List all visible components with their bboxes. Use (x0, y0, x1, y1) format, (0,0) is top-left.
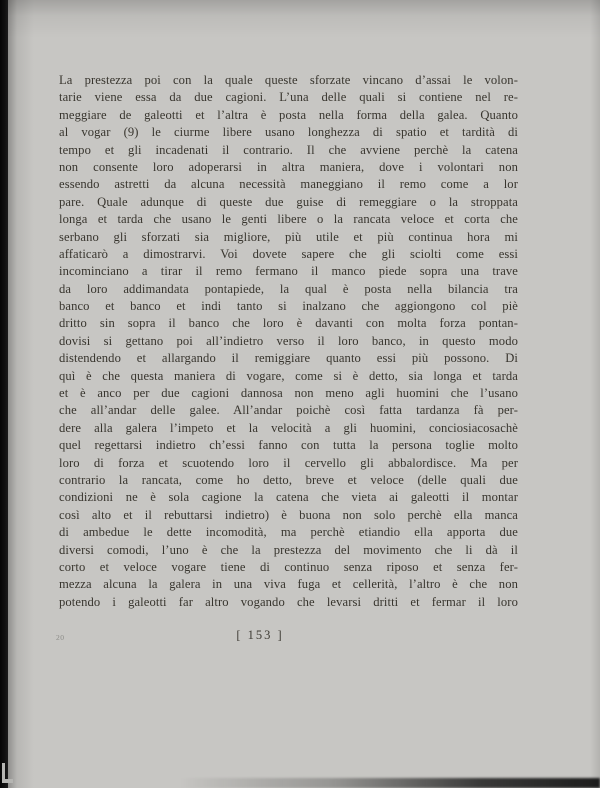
text-line: contrario la rancata, come ho detto, breve et veloce (delle quali due (59, 472, 518, 487)
text-line: dovisi si gettano poi all’indietro verso il loro banco, in questo modo (59, 333, 518, 348)
text-line: di ambedue le dette incomodità, ma perchè etiandio ella apporta due (59, 525, 518, 540)
text-line: dritto sin sopra il banco che loro è davanti con molta forza pontan- (59, 316, 518, 331)
text-line: loro di forza et scuotendo loro il cervello gli abbalordisce. Ma per (59, 455, 518, 470)
text-line: condizioni ne è sola cagione la catena che vieta ai galeotti il montar (59, 490, 518, 505)
scan-shadow-bottom (0, 778, 600, 788)
text-line: corto et veloce vogare tiene di continuo senza riposo et senza fer- (59, 559, 518, 574)
scan-edge-left (0, 0, 8, 788)
text-line: banco et banco et indi tanto si inalzano che aggiongono col piè (59, 299, 518, 314)
text-line: tempo et gli incadenati il contrario. Il che avviene perchè la catena (59, 142, 518, 157)
signature-mark: 20 (56, 633, 65, 642)
text-line: tarie viene essa da due cagioni. L’una delle quali si contiene nel re- (59, 90, 518, 105)
text-line: dere alla galera l’impeto et la velocità a gli huomini, conciosiacosachè (59, 420, 518, 435)
text-line: incominciano a tirar il remo fermano il manco piede sopra una trave (59, 264, 518, 279)
text-line: che all’andar delle galee. All’andar poichè così fatta tardanza fà per- (59, 403, 518, 418)
text-line: quì è che questa maniera di vogare, come si è detto, sia longa et tarda (59, 368, 518, 383)
text-line: pare. Quale adunque di queste due guise di remeggiare o la stroppata (59, 194, 518, 209)
text-line: distendendo et allargando il remiggiare quanto essi più possono. Di (59, 351, 518, 366)
text-line: et è anco per due cagioni dannosa non meno agli huomini che l’usano (59, 386, 518, 401)
scan-artifact (2, 779, 13, 783)
text-line: non consente loro adoperarsi in altra maniera, dove i volontari non (59, 159, 518, 174)
text-line: essendo astretti da alcuna necessità maneggiano il remo come a lor (59, 177, 518, 192)
text-line: longa et tarda che usano le genti libere o la rancata veloce et corta che (59, 212, 518, 227)
body-text-block (59, 72, 518, 611)
page-number: [ 153 ] (236, 628, 284, 642)
text-line: meggiare de galeotti et l’altra è posta nella forma della galea. Quanto (59, 107, 518, 122)
text-line: potendo i galeotti far altro vogando che levarsi dritti et fermar il loro (59, 594, 518, 609)
text-line: mezza alcuna la galera in una viva fuga et cellerità, l’altro è che non (59, 577, 518, 592)
text-line: al vogar (9) le ciurme libere usano longhezza di spatio et tardità di (59, 125, 518, 140)
text-line: La prestezza poi con la quale queste sforzate vincano d’assai le volon- (59, 73, 518, 87)
text-line: affaticarò a dimostrarvi. Voi dovete sapere che gli sciolti come essi (59, 246, 518, 261)
text-line: quel regettarsi indietro ch’essi fanno con tutta la persona toglie molto (59, 438, 518, 453)
text-line: serbano gli sforzati sia migliore, più utile et più continua hora mi (59, 229, 518, 244)
text-line: da loro addimandata pontapiede, la qual è posta nella bilancia tra (59, 281, 518, 296)
text-line: così alto et il rebuttarsi indietro) è buona non solo perchè ella manca (59, 507, 518, 522)
text-line: diversi comodi, l’uno è che la prestezza del movimento che li dà il (59, 542, 518, 557)
